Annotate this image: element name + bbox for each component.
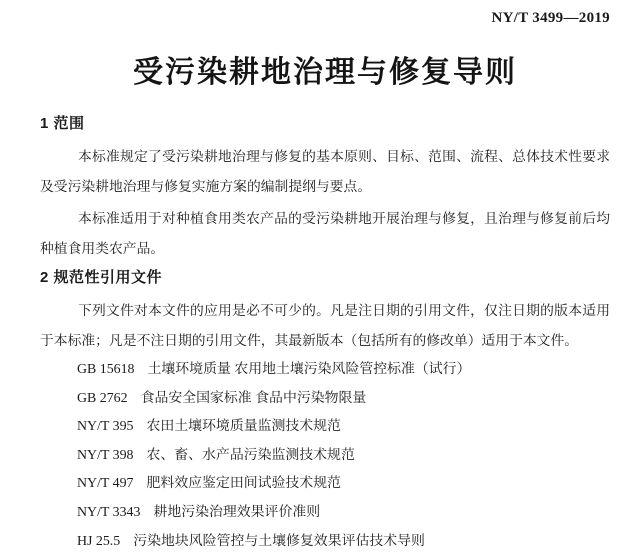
references-intro-paragraph: 下列文件对本文件的应用是必不可少的。凡是注日期的引用文件，仅注日期的版本适用于本标准；凡是不注日期的引用文件，其最新版本（包括所有的修改单）适用于本文件。 bbox=[40, 303, 610, 348]
document-title: 受污染耕地治理与修复导则 bbox=[133, 56, 517, 89]
reference-title: 肥料效应鉴定田间试验技术规范 bbox=[146, 476, 341, 492]
reference-title: 食品安全国家标准 食品中污染物限量 bbox=[140, 390, 367, 406]
section-normative-references bbox=[40, 268, 610, 556]
reference-code: NY/T 395 bbox=[77, 419, 134, 435]
reference-code: GB 15618 bbox=[77, 362, 135, 377]
reference-title: 土壤环境质量 农用地土壤污染风险管控标准（试行） bbox=[147, 362, 471, 377]
section-references-heading: 2 规范性引用文件 bbox=[40, 269, 163, 286]
section-scope-heading: 1 范围 bbox=[40, 115, 85, 132]
reference-item bbox=[77, 470, 610, 499]
reference-item bbox=[77, 385, 610, 414]
reference-list bbox=[40, 356, 610, 556]
reference-title: 耕地污染治理效果评价准则 bbox=[153, 504, 321, 520]
reference-code: GB 2762 bbox=[77, 390, 128, 406]
reference-item bbox=[77, 442, 610, 471]
reference-code: NY/T 398 bbox=[77, 447, 134, 463]
standard-number: NY/T 3499—2019 bbox=[491, 10, 610, 26]
reference-code: HJ 25.5 bbox=[77, 533, 121, 549]
reference-title: 农、畜、水产品污染监测技术规范 bbox=[146, 447, 355, 463]
reference-item bbox=[77, 413, 610, 442]
reference-item bbox=[77, 528, 610, 557]
reference-code: NY/T 497 bbox=[77, 476, 134, 492]
reference-item bbox=[77, 499, 610, 528]
reference-title: 农田土壤环境质量监测技术规范 bbox=[146, 419, 341, 435]
reference-title: 污染地块风险管控与土壤修复效果评估技术导则 bbox=[133, 533, 425, 549]
scope-paragraph-1: 本标准规定了受污染耕地治理与修复的基本原则、目标、范围、流程、总体技术性要求及受污染耕地治理与修复实施方案的编制提纲与要点。 bbox=[40, 149, 610, 194]
reference-code: NY/T 3343 bbox=[77, 504, 141, 520]
scope-paragraph-2: 本标准适用于对种植食用类农产品的受污染耕地开展治理与修复，且治理与修复前后均种植食用类农产品。 bbox=[40, 211, 610, 256]
reference-item bbox=[77, 356, 610, 385]
section-scope bbox=[40, 114, 610, 264]
